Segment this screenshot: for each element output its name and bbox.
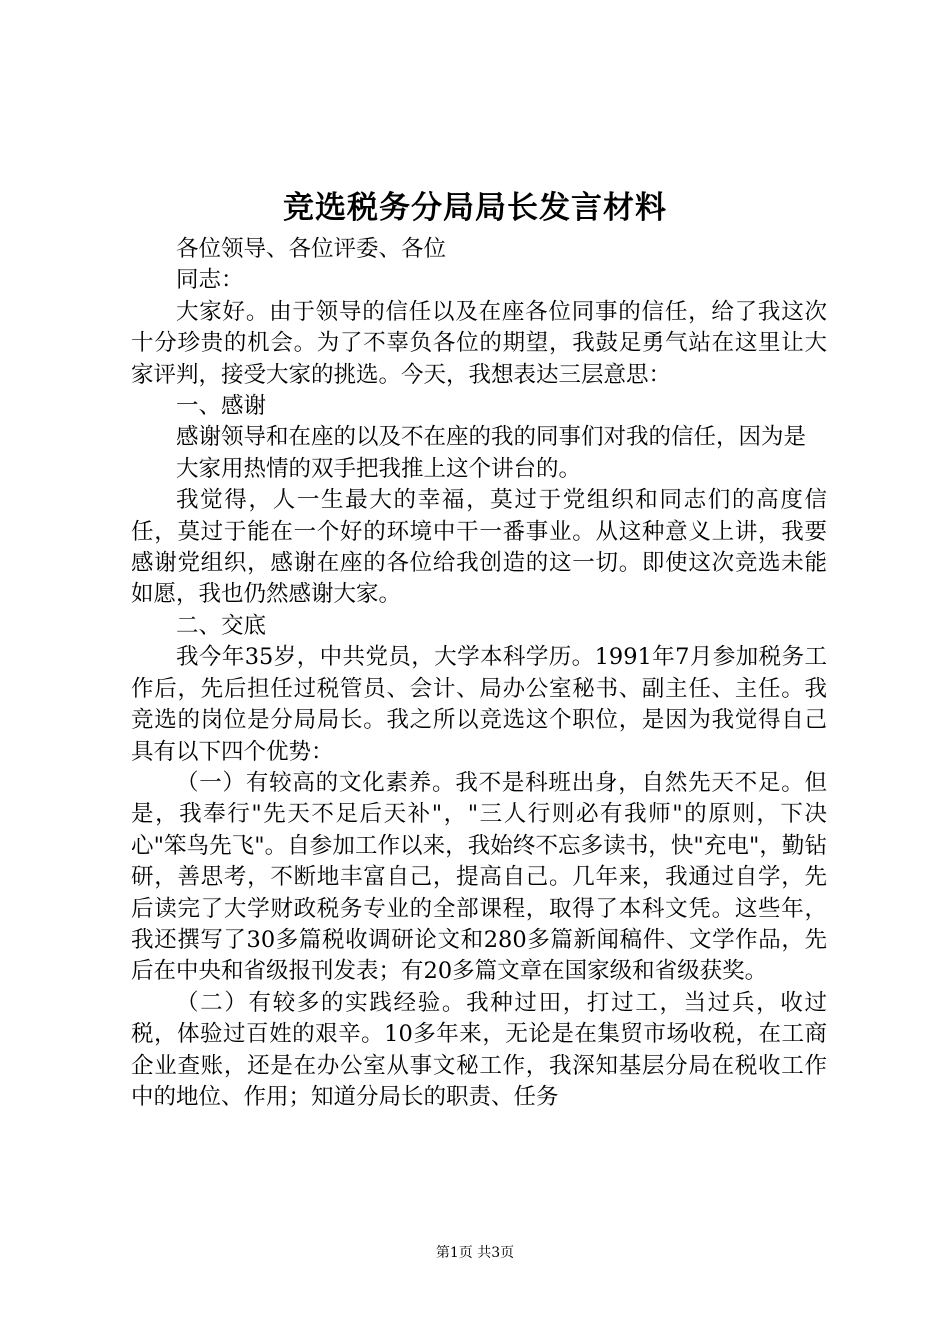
page-footer: 第1页 共3页: [435, 1245, 515, 1261]
paragraph-thanks-2: 大家用热情的双手把我推上这个讲台的。: [176, 455, 582, 482]
section-heading-thanks: 一、感谢: [176, 393, 267, 420]
paragraph-thanks-1: 感谢领导和在座的以及不在座的我的同事们对我的信任，因为是: [176, 424, 807, 451]
document-title: 竞选税务分局局长发言材料: [283, 190, 667, 226]
paragraph-thanks-3: 我觉得，人一生最大的幸福，莫过于党组织和同志们的高度信任，莫过于能在一个好的环境中干一番事业。从这种意义上讲，我要感谢党组织，感谢在座的各位给我创造的这一切。即使这次竞选未能如愿，我也仍然感谢大家。: [131, 487, 827, 608]
paragraph-background: 我今年35岁，中共党员，大学本科学历。1991年7月参加税务工作后，先后担任过税管员、会计、局办公室秘书、副主任、主任。我竞选的岗位是分局局长。我之所以竞选这个职位，是因为我觉得自己具有以下四个优势：: [131, 644, 827, 765]
document-body: [131, 234, 827, 1113]
paragraph-advantage-2: （二）有较多的实践经验。我种过田，打过工，当过兵，收过税，体验过百姓的艰辛。10多年来，无论是在集贸市场收税，在工商企业查账，还是在办公室从事文秘工作，我深知基层分局在税收工作中的地位、作用；知道分局长的职责、任务: [131, 989, 827, 1110]
section-heading-background: 二、交底: [176, 612, 267, 639]
paragraph-salutation-2: 同志：: [176, 267, 244, 294]
paragraph-greeting: 大家好。由于领导的信任以及在座各位同事的信任，给了我这次十分珍贵的机会。为了不辜负各位的期望，我鼓足勇气站在这里让大家评判，接受大家的挑选。今天，我想表达三层意思：: [131, 298, 827, 388]
paragraph-salutation-1: 各位领导、各位评委、各位: [176, 236, 447, 262]
paragraph-advantage-1: （一）有较高的文化素养。我不是科班出身，自然先天不足。但是，我奉行"先天不足后天补"，"三人行则必有我师"的原则，下决心"笨鸟先飞"。自参加工作以来，我始终不忘多读书，快"充电"，勤钻研，善思考，不断地丰富自己，提高自己。几年来，我通过自学，先后读完了大学财政税务专业的全部课程，取得了本科文凭。这些年，我还撰写了30多篇税收调研论文和280多篇新闻稿件、文学作品，先后在中央和省级报刊发表；有20多篇文章在国家级和省级获奖。: [131, 769, 827, 985]
